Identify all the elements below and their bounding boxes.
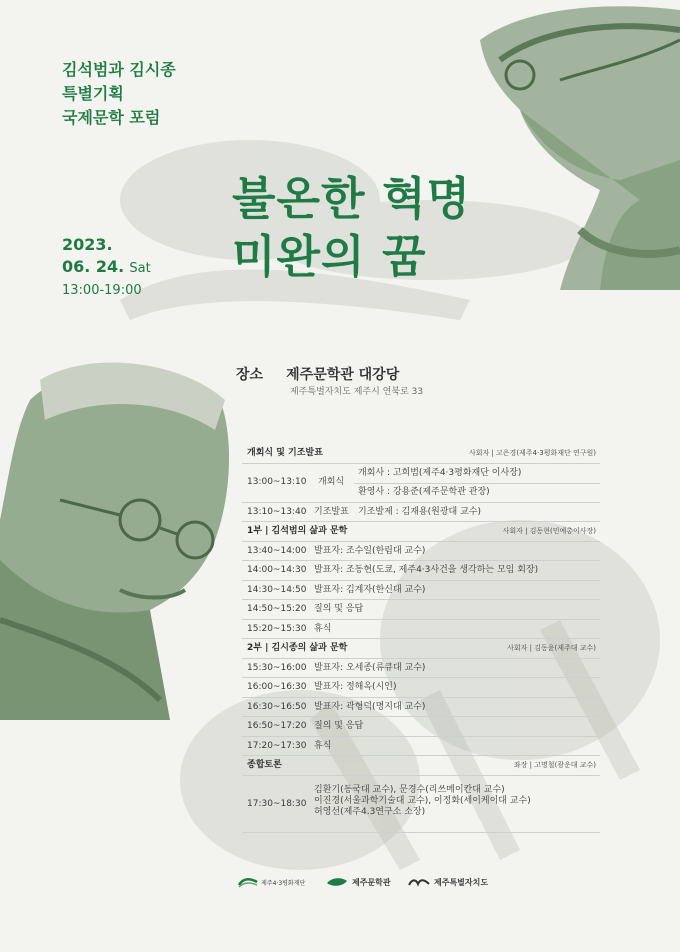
date-time: 13:00-19:00: [62, 283, 142, 298]
table-row: [242, 600, 600, 620]
row-time: 17:30~18:30: [247, 798, 307, 809]
jeju-province-logo-icon: [408, 876, 430, 888]
table-row: [242, 698, 600, 718]
row-text: 발표자: 조동현(도쿄, 제주4·3사건을 생각하는 모임 회장): [314, 565, 539, 575]
row-time: 16:30~16:50: [247, 701, 307, 712]
row-text: 발표자: 조수일(한림대 교수): [314, 545, 426, 556]
row-text: 휴식: [314, 740, 332, 751]
venue: [236, 364, 424, 397]
row-text: 휴식: [314, 623, 332, 634]
row-text: 질의 및 응답: [314, 604, 364, 614]
series-line-3: 국제문학 포럼: [62, 108, 161, 127]
main-title: [232, 170, 471, 286]
schedule-table: [242, 444, 600, 833]
date-year: 2023.: [62, 235, 113, 254]
row-text: 개회사 : 고희범(제주4·3평화재단 이사장): [358, 467, 522, 478]
section-title: 종합토론: [247, 760, 282, 770]
section-title: 2부 | 김시종의 삶과 문학: [247, 643, 348, 653]
row-text: 환영사 : 강용준(제주문학관 관장): [358, 486, 490, 497]
row-time: 14:00~14:30: [247, 565, 307, 575]
row-time: 13:00~13:10: [247, 476, 307, 487]
table-row: [242, 620, 600, 640]
section-header-opening: [242, 444, 600, 464]
row-text: 발표자: 곽형덕(명지대 교수): [314, 701, 426, 712]
row-text: 발표자: 정해옥(시인): [314, 682, 397, 692]
logo-jeju43: [238, 876, 305, 888]
row-session: 개회식: [318, 476, 345, 487]
logo-label: 제주4·3평화재단: [261, 879, 306, 887]
table-row: [242, 542, 600, 562]
row-text: 이진경(서울과학기술대 교수), 이정화(세이케이대 교수): [314, 795, 531, 806]
row-time: 13:40~14:00: [247, 545, 307, 556]
row-text: 김환기(동국대 교수), 문경수(리쓰메이칸대 교수): [314, 784, 505, 795]
table-row: [242, 503, 600, 523]
row-text: 발표자: 김계자(한신대 교수): [314, 584, 426, 595]
venue-label: 장소: [236, 367, 264, 383]
portrait-left: [0, 363, 229, 720]
series-title: [62, 58, 176, 130]
section-title: 1부 | 김석범의 삶과 문학: [247, 526, 348, 536]
jeju43-foundation-logo-icon: [238, 876, 258, 888]
table-row: [242, 776, 600, 833]
series-line-2: 특별기획: [62, 84, 124, 103]
date-weekday: Sat: [129, 261, 151, 276]
row-time: 15:20~15:30: [247, 623, 307, 634]
table-row: [242, 717, 600, 737]
venue-name: 제주문학관 대강당: [286, 367, 400, 383]
row-text: 기조발제 : 김재용(원광대 교수): [358, 506, 481, 517]
title-line-1: 불온한 혁명: [232, 172, 472, 225]
row-text: 질의 및 응답: [314, 721, 364, 731]
row-time: 17:20~17:30: [247, 740, 307, 751]
logo-literature-hall: [326, 876, 391, 888]
row-time: 13:10~13:40: [247, 506, 307, 517]
row-time: 15:30~16:00: [247, 662, 307, 673]
portrait-top-right: [480, 6, 680, 290]
venue-address: 제주특별자치도 제주시 연북로 33: [290, 387, 424, 397]
section-moderator: 좌장 | 고명철(광운대 교수): [513, 761, 596, 769]
table-row: [242, 678, 600, 698]
row-time: 14:30~14:50: [247, 584, 307, 595]
row-time: 14:50~15:20: [247, 604, 307, 614]
section-moderator: 사회자 | 김동현(민예총이사장): [502, 527, 596, 535]
title-line-2: 미완의 꿈: [232, 230, 427, 283]
table-row: [242, 737, 600, 757]
row-text: 허영선(제주4.3연구소 소장): [314, 806, 426, 817]
section-title: 개회식 및 기조발표: [247, 448, 323, 458]
section-header-discussion: [242, 756, 600, 776]
section-moderator: 사회자 | 김동윤(제주대 교수): [507, 644, 596, 652]
section-header-part1: [242, 522, 600, 542]
row-text: 발표자: 오세종(류큐대 교수): [314, 662, 426, 673]
table-row: [242, 464, 600, 503]
table-row: [242, 561, 600, 581]
jeju-literature-hall-logo-icon: [326, 876, 348, 888]
section-header-part2: [242, 639, 600, 659]
logo-jeju-province: [408, 876, 488, 888]
date-day: 06. 24.: [62, 257, 125, 276]
logo-label: 제주특별자치도: [434, 877, 489, 887]
logo-label: 제주문학관: [352, 877, 391, 887]
table-row: [242, 581, 600, 601]
row-time: 16:50~17:20: [247, 721, 307, 731]
table-row: [242, 659, 600, 679]
event-date: [62, 234, 151, 302]
section-moderator: 사회자 | 고은경(제주4·3평화재단 연구원): [468, 449, 596, 457]
row-time: 16:00~16:30: [247, 682, 307, 692]
row-session: 기조발표: [314, 506, 349, 517]
series-line-1: 김석범과 김시종: [62, 60, 176, 79]
